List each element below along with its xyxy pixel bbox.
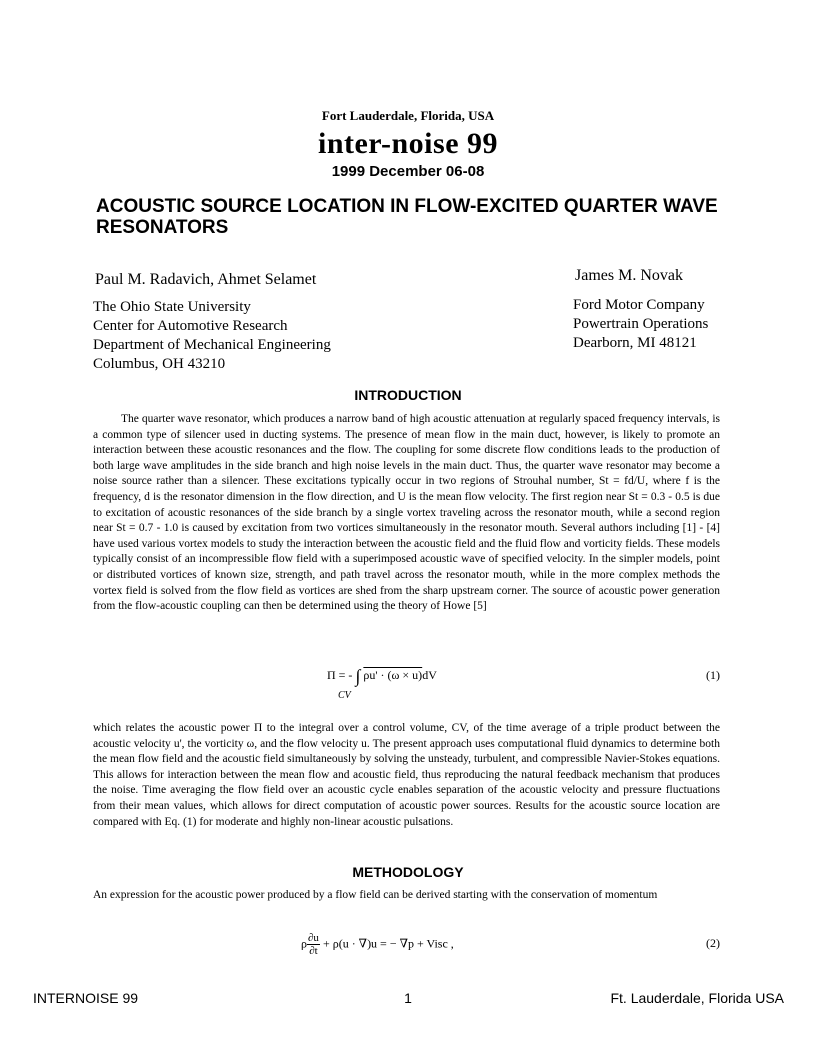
introduction-paragraph-2: which relates the acoustic power Π to the integral over a control volume, CV, of the time average of a triple product between the acoustic velocity u', the vorticity ω, and the flow velocity u. The present approach uses computational fluid dynamics to determine both the mean flow field and the acoustic field simultaneously by solving the unsteady, turbulent, and compressible Navier-Stokes equations. This allows for interaction between the mean flow and acoustic field, thus reproducing the natural feedback mechanism that produces the noise. Time averaging the flow field over an acoustic cycle enables separation of the acoustic velocity and pressure fluctuations from their mean values, which allows for direct computation of acoustic power sources. Results for the acoustic source location are compared with Eq. (1) for moderate and highly non-linear acoustic pulsations. xyxy=(93,722,720,828)
methodology-paragraph: An expression for the acoustic power produced by a flow field can be derived starting with the conservation of momentum xyxy=(93,889,658,901)
equation-1 xyxy=(93,662,720,706)
paper-title: ACOUSTIC SOURCE LOCATION IN FLOW-EXCITED QUARTER WAVE RESONATORS xyxy=(96,196,718,238)
affiliation-ford xyxy=(573,296,708,353)
page-number: 1 xyxy=(404,990,412,1006)
footer-location: Ft. Lauderdale, Florida USA xyxy=(610,990,784,1006)
equation-1-differential: dV xyxy=(422,668,437,682)
equation-2-body xyxy=(301,932,454,957)
equation-2-denominator: ∂t xyxy=(309,945,318,957)
affiliation-line: Center for Automotive Research xyxy=(93,318,288,334)
authors-osu: Paul M. Radavich, Ahmet Selamet xyxy=(95,271,317,288)
integral-symbol: ∫ xyxy=(355,666,361,686)
conference-date: 1999 December 06-08 xyxy=(331,163,485,180)
footer-conference: INTERNOISE 99 xyxy=(33,990,139,1006)
equation-2 xyxy=(93,930,720,964)
equation-2-rho: ρ xyxy=(301,936,307,951)
equation-1-integrand: ρu' · (ω × u) xyxy=(363,668,423,682)
affiliation-line: Powertrain Operations xyxy=(573,316,709,332)
equation-2-fraction xyxy=(307,932,320,957)
affiliation-line: The Ohio State University xyxy=(93,299,251,315)
equation-1-number: (1) xyxy=(706,668,720,682)
affiliation-line: Columbus, OH 43210 xyxy=(93,356,226,372)
equation-1-lhs: Π = - xyxy=(327,668,353,682)
equation-2-number: (2) xyxy=(706,936,720,950)
conference-location: Fort Lauderdale, Florida, USA xyxy=(321,108,495,123)
introduction-paragraph: The quarter wave resonator, which produces a narrow band of high acoustic attenuation at regularly spaced frequency intervals, is a common type of silencer used in ducting systems. The presence of mean flow in the main duct, however, is likely to promote an interaction between these acoustic resonances and the flow. The coupling for some discrete flow conditions leads to the production of both large wave amplitudes in the side branch and high noise levels in the main duct. Thus, the quarter wave resonator may become a noise source rather than a silencer. These excitations typically occur in two regions of Strouhal number, St = fd/U, where f is the frequency, d is the resonator dimension in the flow direction, and U is the mean flow velocity. The first region near St = 0.3 - 0.5 is due to excitation of acoustic resonances of the side branch by a single vortex traveling across the resonator mouth, while a second region near St = 0.7 - 1.0 is caused by excitation from two vortices simultaneously in the resonator mouth. Several authors including [1] - [4] have used various vortex models to study the interaction between the acoustic field and the fluid flow and vorticity fields. These models typically consist of an incompressible flow field with a superimposed acoustic wave of specified velocity. In the simpler models, point or distributed vortices of known size, strength, and path travel across the resonator mouth, while in the more complex methods the vortex field is solved from the flow field as vortices are shed from the sharp upstream corner. The source of acoustic power generation from the flow-acoustic coupling can then be determined using the theory of Howe [5] xyxy=(93,413,720,613)
equation-2-rest: + ρ(u · ∇)u = − ∇p + Visc , xyxy=(322,936,454,951)
equation-2-numerator: ∂u xyxy=(308,932,319,944)
affiliation-line: Department of Mechanical Engineering xyxy=(93,337,331,353)
equation-1-domain: CV xyxy=(338,690,351,701)
conference-logo: inter-noise 99 xyxy=(317,127,499,160)
methodology-heading: METHODOLOGY xyxy=(352,864,464,880)
affiliation-line: Dearborn, MI 48121 xyxy=(573,335,697,351)
affiliation-line: Ford Motor Company xyxy=(573,297,705,313)
introduction-heading: INTRODUCTION xyxy=(354,387,462,403)
authors-ford: James M. Novak xyxy=(575,267,683,284)
affiliation-osu xyxy=(93,298,331,374)
equation-1-body xyxy=(327,666,437,687)
